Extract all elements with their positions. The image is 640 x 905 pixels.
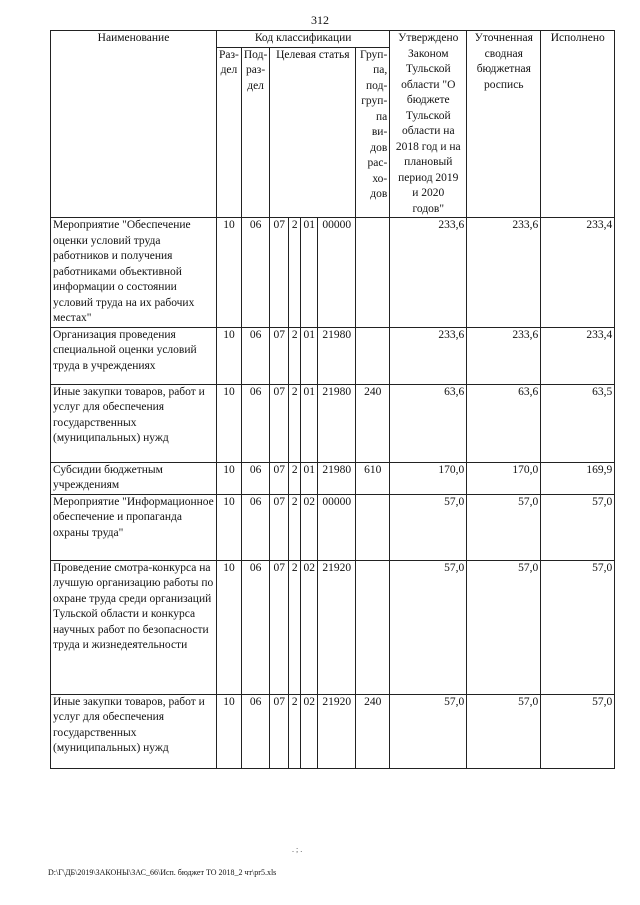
row-section: 10 [217,384,242,462]
row-target-program: 07 [270,494,289,560]
row-group: 240 [356,694,390,768]
row-approved: 233,6 [390,327,467,384]
row-group [356,327,390,384]
scan-mark: . ; . [292,845,303,854]
header-code-group: Код классификации [217,31,390,48]
table-row [51,384,615,462]
table-row [51,327,615,384]
row-target-subprogram: 2 [289,218,301,328]
row-group: 240 [356,384,390,462]
row-target-subprogram: 2 [289,694,301,768]
row-target-subprogram: 2 [289,384,301,462]
row-section: 10 [217,218,242,328]
row-target-direction: 21980 [318,462,356,494]
row-refined: 170,0 [467,462,541,494]
row-approved: 233,6 [390,218,467,328]
row-refined: 57,0 [467,494,541,560]
row-target-subprogram: 2 [289,462,301,494]
row-target-program: 07 [270,384,289,462]
row-name: Иные закупки товаров, работ и услуг для обеспечения государственных (муниципальных) нужд [51,694,217,768]
row-target-subprogram: 2 [289,560,301,694]
row-refined: 233,6 [467,218,541,328]
row-section: 10 [217,327,242,384]
row-executed: 233,4 [541,327,615,384]
row-subsection: 06 [241,384,269,462]
row-group: 610 [356,462,390,494]
row-refined: 233,6 [467,327,541,384]
row-approved: 57,0 [390,694,467,768]
row-subsection: 06 [241,218,269,328]
table-row [51,218,615,328]
row-section: 10 [217,560,242,694]
row-target-event: 02 [301,494,318,560]
row-target-event: 02 [301,694,318,768]
header-refined: Уточненная сводная бюджетная роспись [467,31,541,218]
row-target-program: 07 [270,327,289,384]
row-subsection: 06 [241,462,269,494]
page-number: 312 [311,13,329,27]
header-approved: Утверждено Законом Тульской области "О бюджете Тульской области на 2018 год и на плановый период 2019 и 2020 годов" [390,31,467,218]
table-row [51,462,615,494]
header-name: Наименование [51,31,217,218]
header-executed: Исполнено [541,31,615,218]
row-target-program: 07 [270,694,289,768]
row-subsection: 06 [241,327,269,384]
row-section: 10 [217,462,242,494]
row-target-event: 01 [301,462,318,494]
row-executed: 233,4 [541,218,615,328]
table-row [51,694,615,768]
row-name: Проведение смотра-конкурса на лучшую организацию работы по охране труда среди организаций Тульской области и конкурса научных работ по безопасности труда и жизнедеятельности [51,560,217,694]
row-name: Субсидии бюджетным учреждениям [51,462,217,494]
row-executed: 169,9 [541,462,615,494]
header-subsection: Под- раз- дел [241,47,269,217]
row-refined: 63,6 [467,384,541,462]
header-section: Раз- дел [217,47,242,217]
row-target-program: 07 [270,560,289,694]
row-target-event: 01 [301,218,318,328]
row-refined: 57,0 [467,694,541,768]
row-section: 10 [217,494,242,560]
row-executed: 63,5 [541,384,615,462]
row-executed: 57,0 [541,560,615,694]
row-target-direction: 21980 [318,327,356,384]
header-target: Целевая статья [270,47,356,217]
row-group [356,494,390,560]
row-target-direction: 21920 [318,694,356,768]
footer-file-path: D:\Г\ДБ\2019\ЗАКОНЫ\ЗАС_66\Исп. бюджет ТО 2018_2 чт\pr5.xls [48,868,277,877]
budget-table [50,30,615,769]
row-target-direction: 00000 [318,218,356,328]
row-executed: 57,0 [541,694,615,768]
table-row [51,560,615,694]
header-group: Груп- па, под- груп- па ви- дов рас- хо- дов [356,47,390,217]
row-target-direction: 21980 [318,384,356,462]
row-target-direction: 00000 [318,494,356,560]
row-target-direction: 21920 [318,560,356,694]
row-approved: 63,6 [390,384,467,462]
row-subsection: 06 [241,494,269,560]
row-target-event: 02 [301,560,318,694]
row-executed: 57,0 [541,494,615,560]
row-refined: 57,0 [467,560,541,694]
row-approved: 57,0 [390,494,467,560]
row-target-subprogram: 2 [289,494,301,560]
row-name: Мероприятие "Информационное обеспечение и пропаганда охраны труда" [51,494,217,560]
row-target-event: 01 [301,384,318,462]
row-section: 10 [217,694,242,768]
row-target-subprogram: 2 [289,327,301,384]
row-group [356,560,390,694]
table-row [51,494,615,560]
row-name: Организация проведения специальной оценки условий труда в учреждениях [51,327,217,384]
row-name: Иные закупки товаров, работ и услуг для обеспечения государственных (муниципальных) нужд [51,384,217,462]
row-approved: 57,0 [390,560,467,694]
row-subsection: 06 [241,694,269,768]
row-target-event: 01 [301,327,318,384]
row-target-program: 07 [270,462,289,494]
row-target-program: 07 [270,218,289,328]
row-subsection: 06 [241,560,269,694]
row-approved: 170,0 [390,462,467,494]
row-name: Мероприятие "Обеспечение оценки условий труда работников и получения работниками объективной информации о состоянии условий труда на их рабочих местах" [51,218,217,328]
row-group [356,218,390,328]
